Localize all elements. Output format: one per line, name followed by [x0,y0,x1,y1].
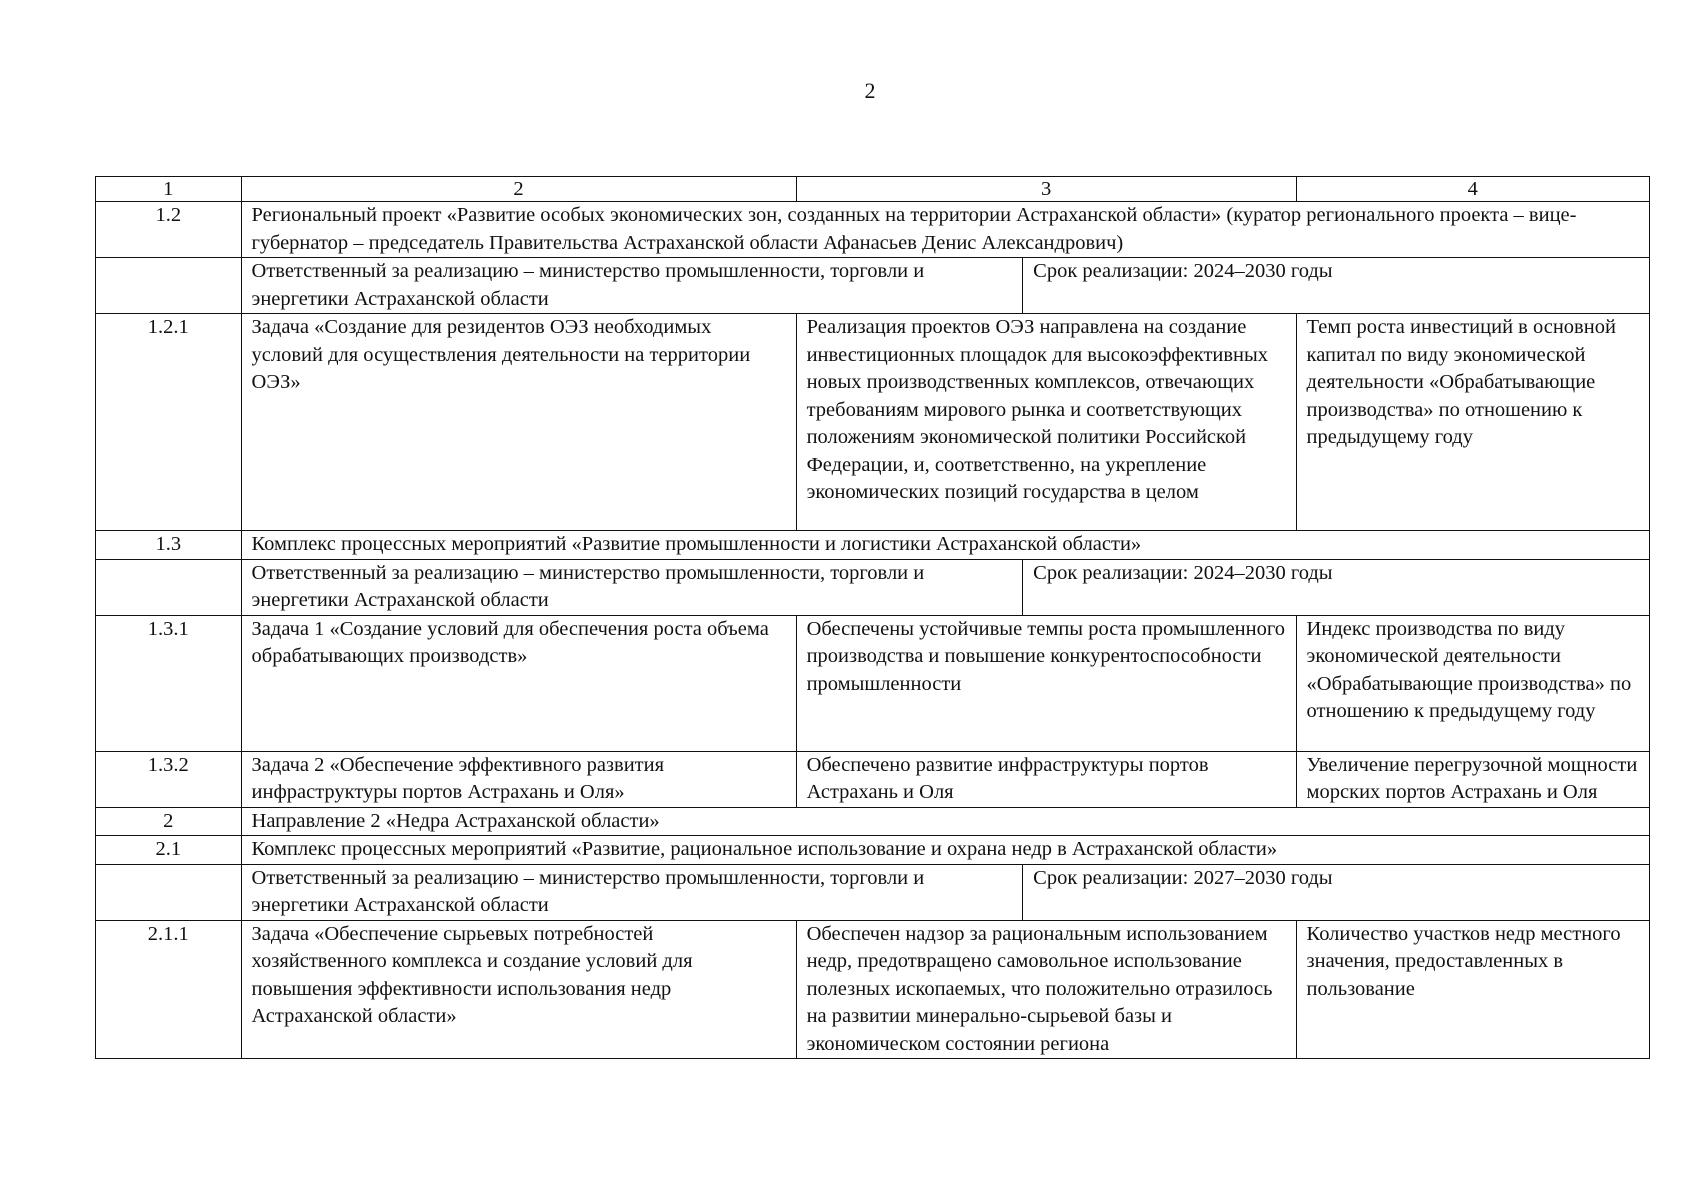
effect-text: Реализация проектов ОЭЗ направлена на создание инвестиционных площадок для высокоэффективных новых производственных комплексов, отвечающих требованиям мирового рынка и соответствующих положениям экономической политики Российской Федерации, и, соответственно, на укрепление экономических позиций государства в целом [796,314,1296,531]
task-row [96,920,1650,1059]
indicator-text: Темп роста инвестиций в основной капитал по виду экономической деятельности «Обрабатывающие производства» по отношению к предыдущему году [1296,314,1649,531]
section-title: Комплекс процессных мероприятий «Развитие, рациональное использование и охрана недр в Астраханской области» [241,836,1649,865]
responsible-row [96,258,1650,314]
row-number: 1.2 [96,202,242,258]
header-cell: 2 [241,177,796,202]
effect-text: Обеспечен надзор за рациональным использованием недр, предотвращено самовольное использование полезных ископаемых, что положительно отразилось на развитии минерально-сырьевой базы и экономическом состоянии региона [796,920,1296,1059]
row-number: 2 [96,807,242,836]
row-number: 2.1.1 [96,920,242,1059]
section-title: Региональный проект «Развитие особых экономических зон, созданных на территории Астраханской области» (куратор регионального проекта – вице-губернатор – председатель Правительства Астраханской области Афанасьев Денис Александрович) [241,202,1649,258]
task-row [96,615,1650,751]
row-number: 2.1 [96,836,242,865]
term-text: Срок реализации: 2024–2030 годы [1023,258,1650,314]
indicator-text: Индекс производства по виду экономической деятельности «Обрабатывающие производства» по отношению к предыдущему году [1296,615,1649,751]
task-row [96,751,1650,807]
task-text: Задача 2 «Обеспечение эффективного развития инфраструктуры портов Астрахань и Оля» [241,751,796,807]
responsible-text: Ответственный за реализацию – министерство промышленности, торговли и энергетики Астраханской области [241,559,1023,615]
empty-cell [96,559,242,615]
task-row [96,314,1650,531]
section-row [96,807,1650,836]
task-text: Задача «Обеспечение сырьевых потребностей хозяйственного комплекса и создание условий для повышения эффективности использования недр Астраханской области» [241,920,796,1059]
row-number: 1.2.1 [96,314,242,531]
section-title: Направление 2 «Недра Астраханской области» [241,807,1649,836]
header-cell: 1 [96,177,242,202]
row-number: 1.3 [96,531,242,560]
empty-cell [96,258,242,314]
section-row [96,531,1650,560]
empty-cell [96,864,242,920]
section-row [96,202,1650,258]
page-number: 2 [864,78,876,103]
responsible-row [96,559,1650,615]
section-row [96,836,1650,865]
indicator-text: Увеличение перегрузочной мощности морских портов Астрахань и Оля [1296,751,1649,807]
header-cell: 3 [796,177,1296,202]
measures-table [95,176,1650,1059]
responsible-row [96,864,1650,920]
row-number: 1.3.2 [96,751,242,807]
effect-text: Обеспечено развитие инфраструктуры портов Астрахань и Оля [796,751,1296,807]
term-text: Срок реализации: 2027–2030 годы [1023,864,1650,920]
responsible-text: Ответственный за реализацию – министерство промышленности, торговли и энергетики Астраханской области [241,258,1023,314]
responsible-text: Ответственный за реализацию – министерство промышленности, торговли и энергетики Астраханской области [241,864,1023,920]
section-title: Комплекс процессных мероприятий «Развитие промышленности и логистики Астраханской области» [241,531,1649,560]
term-text: Срок реализации: 2024–2030 годы [1023,559,1650,615]
row-number: 1.3.1 [96,615,242,751]
indicator-text: Количество участков недр местного значения, предоставленных в пользование [1296,920,1649,1059]
table-header-row [96,177,1650,202]
header-cell: 4 [1296,177,1649,202]
effect-text: Обеспечены устойчивые темпы роста промышленного производства и повышение конкурентоспособности промышленности [796,615,1296,751]
task-text: Задача «Создание для резидентов ОЭЗ необходимых условий для осуществления деятельности на территории ОЭЗ» [241,314,796,531]
task-text: Задача 1 «Создание условий для обеспечения роста объема обрабатывающих производств» [241,615,796,751]
